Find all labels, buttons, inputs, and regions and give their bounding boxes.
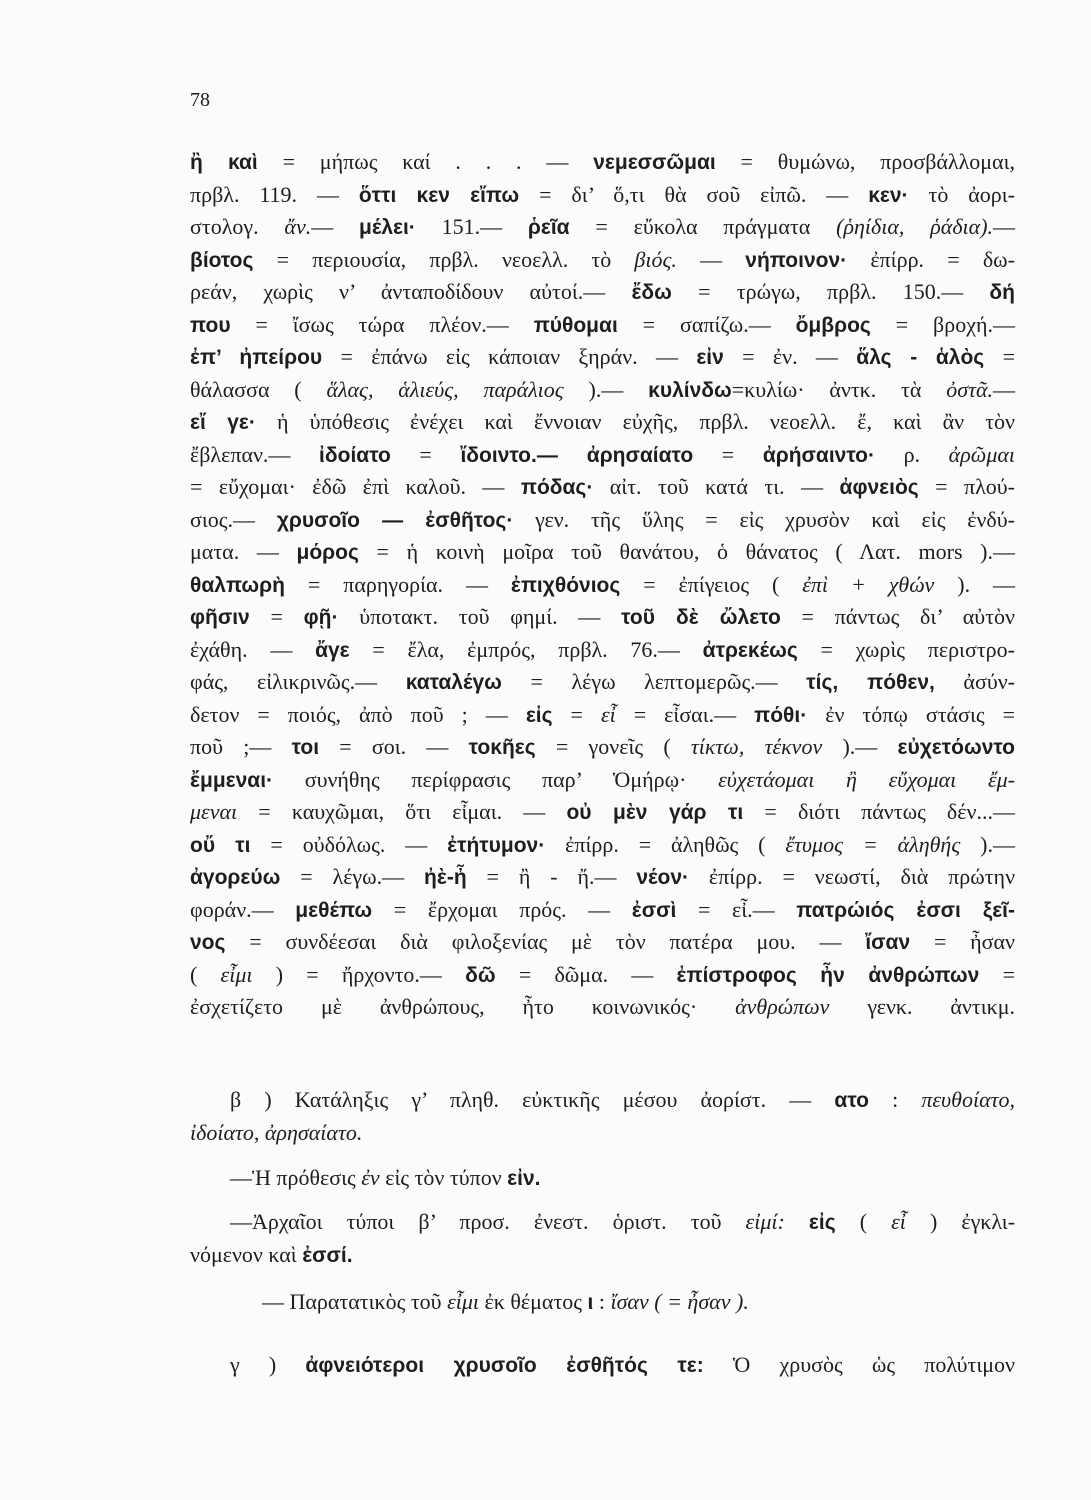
italic-text: ἅλας, ἁλιεύς, παράλιος	[326, 376, 564, 402]
bold-term: εἰν.	[507, 1167, 541, 1190]
plain-text: ποῦ ;—	[190, 734, 292, 759]
text-line	[190, 666, 1015, 699]
bold-term: ἔμμεναι·	[190, 768, 274, 792]
plain-text: γεν. τῆς ὕλης = εἰς χρυσὸν καὶ εἰς ἐνδύ-	[513, 506, 1015, 532]
italic-text: ὀστᾶ.	[946, 376, 993, 402]
plain-text: = εὔκολα πράγματα	[569, 214, 837, 239]
italic-text: εὐχετάομαι ἢ εὔχομαι ἔμ-	[718, 766, 1015, 792]
text-line	[190, 341, 1015, 374]
text-line	[190, 244, 1015, 277]
bold-term: που	[190, 313, 231, 337]
italic-text: ἐπὶ + χθών	[802, 571, 935, 597]
plain-text: =	[693, 441, 763, 467]
text-line	[190, 536, 1015, 569]
bold-term: τοκῆες	[468, 736, 536, 759]
bold-term: φῇ·	[303, 606, 339, 629]
page-number: 78	[190, 89, 210, 111]
note-preposition-paragraph	[190, 1162, 1015, 1195]
bold-term: πόθι·	[754, 703, 808, 727]
bold-term: δή	[989, 281, 1015, 304]
bold-term: ἔδω	[631, 281, 672, 304]
bold-term: εἰν	[696, 346, 724, 369]
bold-term: ἄγε	[315, 638, 350, 662]
plain-text: = βροχή.—	[870, 311, 1015, 337]
plain-text: εἰς τὸν τύπον	[379, 1165, 508, 1190]
plain-text: δετον = ποιός, ἀπὸ ποῦ ; —	[190, 701, 526, 727]
plain-text: = λέγω.—	[280, 864, 425, 889]
plain-text: ἀσύν-	[934, 669, 1015, 694]
plain-text: = ἐπάνω εἰς κάποιαν ξηράν. —	[322, 344, 697, 369]
italic-text: εἶμι	[220, 961, 253, 987]
note-imperfect-paragraph	[190, 1286, 1015, 1319]
plain-text: = τρώγω, πρβλ. 150.—	[671, 279, 990, 304]
plain-text: β ) Κατάληξις γ’ πληθ. εὐκτικῆς μέσου ἀορίστ. —	[230, 1087, 835, 1112]
bold-term: ἢ καὶ	[190, 151, 258, 174]
bold-term: τίς, πόθεν,	[806, 671, 935, 694]
plain-text: = ἴσως τώρα πλέον.—	[230, 311, 534, 337]
plain-text: τὸ ἀορι-	[908, 181, 1015, 207]
bold-term: ἠὲ-ἦ	[424, 866, 467, 889]
plain-text: =	[979, 961, 1015, 987]
italic-text: ἴσαν ( = ἦσαν ).	[610, 1289, 749, 1314]
plain-text: —	[676, 246, 746, 272]
text-line	[190, 1286, 1015, 1319]
bold-term: ὄμβρος	[795, 313, 871, 337]
text-line	[190, 764, 1015, 797]
plain-text: = εἶσαι.—	[615, 701, 755, 727]
bold-term: ἐτήτυμον·	[447, 833, 546, 857]
plain-text: ἐπίρρ. = δω-	[847, 246, 1015, 272]
bold-term: πύθομαι	[533, 313, 618, 337]
italic-text: τίκτω, τέκνον	[690, 734, 823, 759]
italic-text: μεναι	[190, 799, 238, 824]
plain-text: ). —	[934, 571, 1016, 597]
plain-text: —	[311, 214, 359, 239]
plain-text: ἐν τόπῳ στάσις =	[807, 701, 1015, 727]
italic-text: πευθοίατο,	[921, 1087, 1015, 1112]
plain-text: ἐπίρρ. = νεωστί, διὰ πρώτην	[689, 864, 1016, 889]
bold-term: εὐχετόωντο	[897, 736, 1015, 759]
italic-text: βιός.	[634, 246, 677, 272]
plain-text: ἡ ὑπόθεσις ἐνέχει καὶ ἔννοιαν εὐχῆς, πρβλ. νεοελλ. ἔ, καὶ ἂν τὸν	[255, 409, 1015, 434]
plain-text: = ἦσαν	[910, 929, 1016, 954]
bold-term: οὔ τι	[190, 833, 251, 857]
text-line	[190, 406, 1015, 439]
plain-text: = οὐδόλως. —	[250, 831, 448, 857]
text-line	[190, 1162, 1015, 1195]
plain-text: = δῶμα. —	[495, 961, 677, 987]
text-line	[190, 309, 1015, 342]
text-line	[190, 699, 1015, 732]
plain-text: 151.—	[415, 214, 528, 239]
text-line	[190, 471, 1015, 504]
plain-text: :	[868, 1087, 922, 1112]
plain-text: = ἡ κοινὴ μοῖρα τοῦ θανάτου, ὁ θάνατος ( Λατ. mors ).—	[358, 539, 1015, 564]
bold-term: κεν·	[868, 183, 909, 207]
plain-text: Ὁ χρυσὸς ὡς πολύτιμον	[703, 1352, 1015, 1377]
plain-text: = λέγω λεπτομερῶς.—	[501, 669, 807, 694]
plain-text: —Ἡ πρόθεσις	[230, 1165, 362, 1190]
plain-text: = χωρὶς περιστρο-	[797, 636, 1015, 662]
plain-text: (	[190, 961, 221, 987]
plain-text: =	[249, 604, 304, 629]
text-line	[190, 1206, 1015, 1239]
bold-term: ἰδοίατο	[319, 443, 391, 467]
bold-term: ἀτρεκέως	[702, 638, 798, 662]
text-line	[190, 1349, 1015, 1382]
bold-term: χρυσοῖο — ἐσθῆτος·	[276, 508, 514, 532]
plain-text: = εὔχομαι· ἐδῶ ἐπὶ καλοῦ. —	[190, 474, 521, 499]
bold-term: ατο	[834, 1089, 869, 1112]
plain-text: ρεάν, χωρὶς ν’ ἀνταποδίδουν αὐτοί.—	[190, 279, 632, 304]
text-line	[190, 211, 1015, 244]
plain-text: πρβλ. 119. —	[190, 181, 359, 207]
text-line	[190, 894, 1015, 927]
plain-text: = παρηγορία. —	[285, 571, 511, 597]
plain-text: ἐκ θέματος	[479, 1289, 588, 1314]
bold-term: πατρώιός ἐσσι ξεῖ-	[796, 898, 1015, 922]
italic-text: ἐν	[361, 1165, 380, 1190]
bold-term: ἴδοιντο.— ἀρησαίατο	[460, 443, 694, 467]
bold-term: ἐπίστροφος ἦν ἀνθρώπων	[676, 963, 980, 987]
plain-text: —Ἀρχαῖοι τύποι β’ προσ. ἐνεστ. ὁριστ. τοῦ	[230, 1209, 746, 1234]
plain-text: = ἔλα, ἐμπρός, πρβλ. 76.—	[349, 636, 703, 662]
text-line	[190, 1117, 1015, 1150]
text-line	[190, 861, 1015, 894]
italic-text: ἀνθρώπων	[735, 994, 830, 1019]
text-line	[190, 601, 1015, 634]
bold-term: ἐπ’ ἠπείρου	[190, 346, 323, 369]
plain-text: ρ.	[874, 441, 949, 467]
plain-text: συνήθης περίφρασις παρ’ Ὁμήρῳ·	[273, 766, 719, 792]
bold-term: ὅττι κεν εἴπω	[358, 183, 520, 207]
plain-text: = σαπίζω.—	[617, 311, 796, 337]
bold-term: εἰς	[808, 1211, 836, 1234]
plain-text: = πάντως δι’ αὐτὸν	[780, 604, 1015, 629]
plain-text: —	[993, 376, 1015, 402]
note-archaic-forms-paragraph	[190, 1206, 1015, 1271]
plain-text: σιος.—	[190, 506, 277, 532]
plain-text: = εἶ.—	[676, 896, 797, 922]
plain-text: — Παρατατικὸς τοῦ	[262, 1289, 448, 1314]
plain-text: ἔβλεπαν.—	[190, 441, 320, 467]
bold-term: τοῦ δὲ ὤλετο	[621, 606, 781, 629]
plain-text: =κυλίω· ἀντκ. τὰ	[731, 376, 947, 402]
bold-term: ἐσσὶ	[631, 898, 677, 922]
plain-text: ).—	[563, 376, 649, 402]
plain-text: = περιουσία, πρβλ. νεοελλ. τὸ	[253, 246, 635, 272]
text-line	[190, 926, 1015, 959]
plain-text: =	[552, 701, 601, 727]
plain-text: = θυμώνω, προσβάλλομαι,	[715, 149, 1015, 174]
bold-term: τοι	[291, 736, 320, 759]
plain-text: ἐπίρρ. = ἀληθῶς (	[545, 831, 786, 857]
bold-term: νήποινον·	[745, 248, 848, 272]
text-line	[190, 569, 1015, 602]
bold-term: ἅλς - ἁλὸς	[856, 346, 985, 369]
bold-term: βίοτος	[190, 248, 254, 272]
bold-term: καταλέγω	[405, 671, 502, 694]
plain-text: =	[390, 441, 461, 467]
text-line	[190, 439, 1015, 472]
italic-text: ἰδοίατο, ἀρησαίατο.	[190, 1119, 363, 1145]
text-line	[190, 374, 1015, 407]
italic-text: ἀρῶμαι	[948, 441, 1016, 467]
bold-term: ἐσσί.	[302, 1243, 353, 1267]
bold-term: ἐπιχθόνιος	[510, 573, 621, 597]
plain-text: ).—	[822, 734, 898, 759]
bold-term: οὐ μὲν γάρ τι	[566, 801, 744, 824]
bold-term: ἀφνειὸς	[839, 476, 919, 499]
bold-term: νος	[190, 931, 226, 954]
plain-text: = διότι πάντως δέν...—	[743, 799, 1015, 824]
bold-term: εἴ γε·	[190, 411, 256, 434]
plain-text: ) = ἤρχοντο.—	[252, 961, 466, 987]
text-line	[190, 146, 1015, 179]
bold-term: εἰς	[525, 703, 553, 727]
plain-text: αἰτ. τοῦ κατά τι. —	[593, 474, 840, 499]
text-line	[190, 179, 1015, 212]
plain-text: φάς, εἰλικρινῶς.—	[190, 669, 406, 694]
plain-text: φοράν.—	[190, 896, 296, 922]
plain-text: γενκ. ἀντικμ.	[829, 994, 1015, 1019]
bold-term: θαλπωρὴ	[190, 573, 285, 597]
bold-term: φῆσιν	[190, 606, 250, 629]
text-line	[190, 991, 1015, 1024]
bold-term: μόρος	[296, 541, 359, 564]
plain-text: = ἐπίγειος (	[620, 571, 803, 597]
plain-text: = πλού-	[918, 474, 1015, 499]
text-line	[190, 634, 1015, 667]
italic-text: εἰμί:	[745, 1209, 809, 1234]
text-line	[190, 959, 1015, 992]
bold-term: ἀγορεύω	[190, 866, 281, 889]
plain-text: γ )	[230, 1352, 306, 1377]
text-line	[190, 1239, 1015, 1272]
bold-term: κυλίνδω	[648, 378, 732, 402]
bold-term: νέον·	[636, 866, 689, 889]
plain-text: νόμενον καὶ	[190, 1241, 303, 1267]
plain-text: = καυχῶμαι, ὅτι εἶμαι. —	[237, 799, 567, 824]
plain-text: = μήπως καί . . . —	[257, 149, 594, 174]
bold-term: μεθέπω	[295, 898, 373, 922]
plain-text: = συνδέεσαι διὰ φιλοξενίας μὲ τὸν πατέρα μου. —	[225, 929, 866, 954]
bold-term: ἀφνειότεροι χρυσοῖο ἐσθῆτός τε:	[305, 1354, 704, 1377]
text-line	[190, 731, 1015, 764]
plain-text: ἐχάθη. —	[190, 636, 316, 662]
plain-text: = γονεῖς (	[535, 734, 691, 759]
italic-text: ἔτυμος = ἀληθής	[785, 831, 961, 857]
text-line	[190, 504, 1015, 537]
bold-term: ι	[587, 1291, 594, 1314]
plain-text: =	[984, 344, 1015, 369]
note-gamma-paragraph	[190, 1349, 1015, 1382]
plain-text: = ἐν. —	[723, 344, 857, 369]
plain-text: (	[835, 1209, 892, 1234]
bold-term: μέλει·	[359, 216, 416, 239]
plain-text: :	[593, 1289, 611, 1314]
plain-text: ματα. —	[190, 539, 297, 564]
plain-text: = ἔρχομαι πρός. —	[372, 896, 632, 922]
plain-text: στολογ.	[190, 214, 285, 239]
text-line	[190, 829, 1015, 862]
plain-text: ἐσχετίζετο μὲ ἀνθρώπους, ἦτο κοινωνικός·	[190, 994, 736, 1019]
plain-text: —	[993, 214, 1016, 239]
plain-text: ).—	[960, 831, 1016, 857]
plain-text: θάλασσα (	[190, 376, 327, 402]
bold-term: νεμεσσῶμαι	[593, 151, 716, 174]
bold-term: ἴσαν	[865, 931, 911, 954]
bold-term: ἀρήσαιντο·	[762, 443, 875, 467]
plain-text: = δι’ ὅ,τι θὰ σοῦ εἰπῶ. —	[519, 181, 869, 207]
glossary-paragraph	[190, 146, 1015, 1024]
italic-text: εἶ	[891, 1209, 906, 1234]
italic-text: (ῥηίδια, ῥάδια).	[836, 214, 994, 239]
text-line	[190, 1084, 1015, 1117]
plain-text: ὑποτακτ. τοῦ φημί. —	[338, 604, 622, 629]
text-line	[190, 796, 1015, 829]
italic-text: εἶ	[600, 701, 616, 727]
bold-term: δῶ	[465, 963, 496, 987]
italic-text: εἶμι	[447, 1289, 480, 1314]
text-line	[190, 276, 1015, 309]
bold-term: ῥεῖα	[527, 216, 570, 239]
note-beta-paragraph	[190, 1084, 1015, 1149]
plain-text: = σοι. —	[319, 734, 469, 759]
plain-text: = ἢ - ἤ.—	[466, 864, 637, 889]
plain-text: ) ἐγκλι-	[905, 1209, 1016, 1234]
italic-text: ἄν.	[284, 214, 312, 239]
bold-term: πόδας·	[520, 476, 594, 499]
